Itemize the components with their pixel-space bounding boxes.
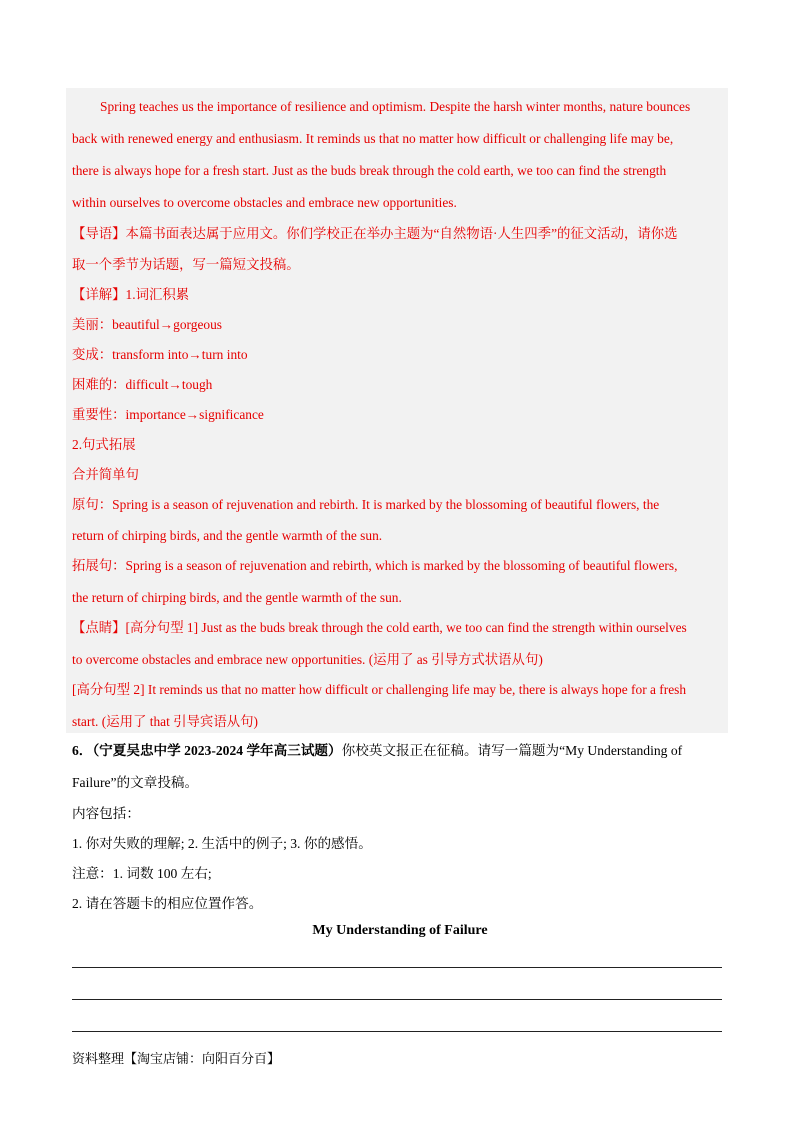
sentence-subheading: 合并简单句 [72,467,139,482]
question-prompt-cont: Failure”的文章投稿。 [72,775,199,790]
answer-rule-line [72,1031,722,1032]
dianjing-line: 【点睛】[高分句型 1] Just as the buds break through the cold earth, we too can find the strength within ourselves [72,620,687,635]
dianjing-line: to overcome obstacles and embrace new opportunities. (运用了 as 引导方式状语从句) [72,652,543,667]
extended-sentence-line: the return of chirping birds, and the gentle warmth of the sun. [72,590,402,605]
answer-rule-line [72,967,722,968]
question-number: 6． [72,743,93,758]
gaofen2-line: start. (运用了 that 引导宾语从句) [72,714,258,729]
xiangjie-heading: 【详解】1.词汇积累 [72,287,190,302]
extended-sentence-line: 拓展句：Spring is a season of rejuvenation and rebirth, which is marked by the blossoming of beautiful flowers, [72,558,678,573]
gaofen2-line: [高分句型 2] It reminds us that no matter how difficult or challenging life may be, there is always hope for a fresh [72,682,687,697]
sentence-heading: 2.句式拓展 [72,437,136,452]
answer-paragraph-line: there is always hope for a fresh start. Just as the buds break through the cold earth, we too can find the strength [72,163,667,178]
footer-credit: 资料整理【淘宝店铺：向阳百分百】 [72,1051,281,1066]
original-sentence-line: return of chirping birds, and the gentle warmth of the sun. [72,528,383,543]
original-sentence-line: 原句：Spring is a season of rejuvenation and rebirth. It is marked by the blossoming of beautiful flowers, the [72,497,660,512]
daoyu-line: 取一个季节为话题，写一篇短文投稿。 [72,257,300,272]
answer-rule-line [72,999,722,1000]
vocab-item: 重要性：importance→significance [72,407,264,422]
question-source: （宁夏吴忠中学 2023-2024 学年高三试题） [92,743,342,758]
answer-paragraph-line: Spring teaches us the importance of resilience and optimism. Despite the harsh winter months, nature bounces [100,99,691,114]
vocab-item: 美丽：beautiful→gorgeous [72,317,223,332]
answer-paragraph-line: within ourselves to overcome obstacles and embrace new opportunities. [72,195,457,210]
question-line [72,742,682,760]
note-line: 注意：1. 词数 100 左右; [72,866,212,881]
question-prompt: 你校英文报正在征稿。请写一篇题为“My Understanding of [341,743,683,758]
essay-title: My Understanding of Failure [312,923,488,938]
content-label: 内容包括： [72,806,140,821]
vocab-item: 变成：transform into→turn into [72,347,248,362]
content-items: 1. 你对失败的理解; 2. 生活中的例子; 3. 你的感悟。 [72,836,372,851]
answer-paragraph-line: back with renewed energy and enthusiasm. It reminds us that no matter how difficult or challenging life may be, [72,131,674,146]
vocab-item: 困难的：difficult→tough [72,377,213,392]
daoyu-line: 【导语】本篇书面表达属于应用文。你们学校正在举办主题为“自然物语·人生四季”的征文活动，请你选 [72,226,678,241]
note-line: 2. 请在答题卡的相应位置作答。 [72,896,263,911]
